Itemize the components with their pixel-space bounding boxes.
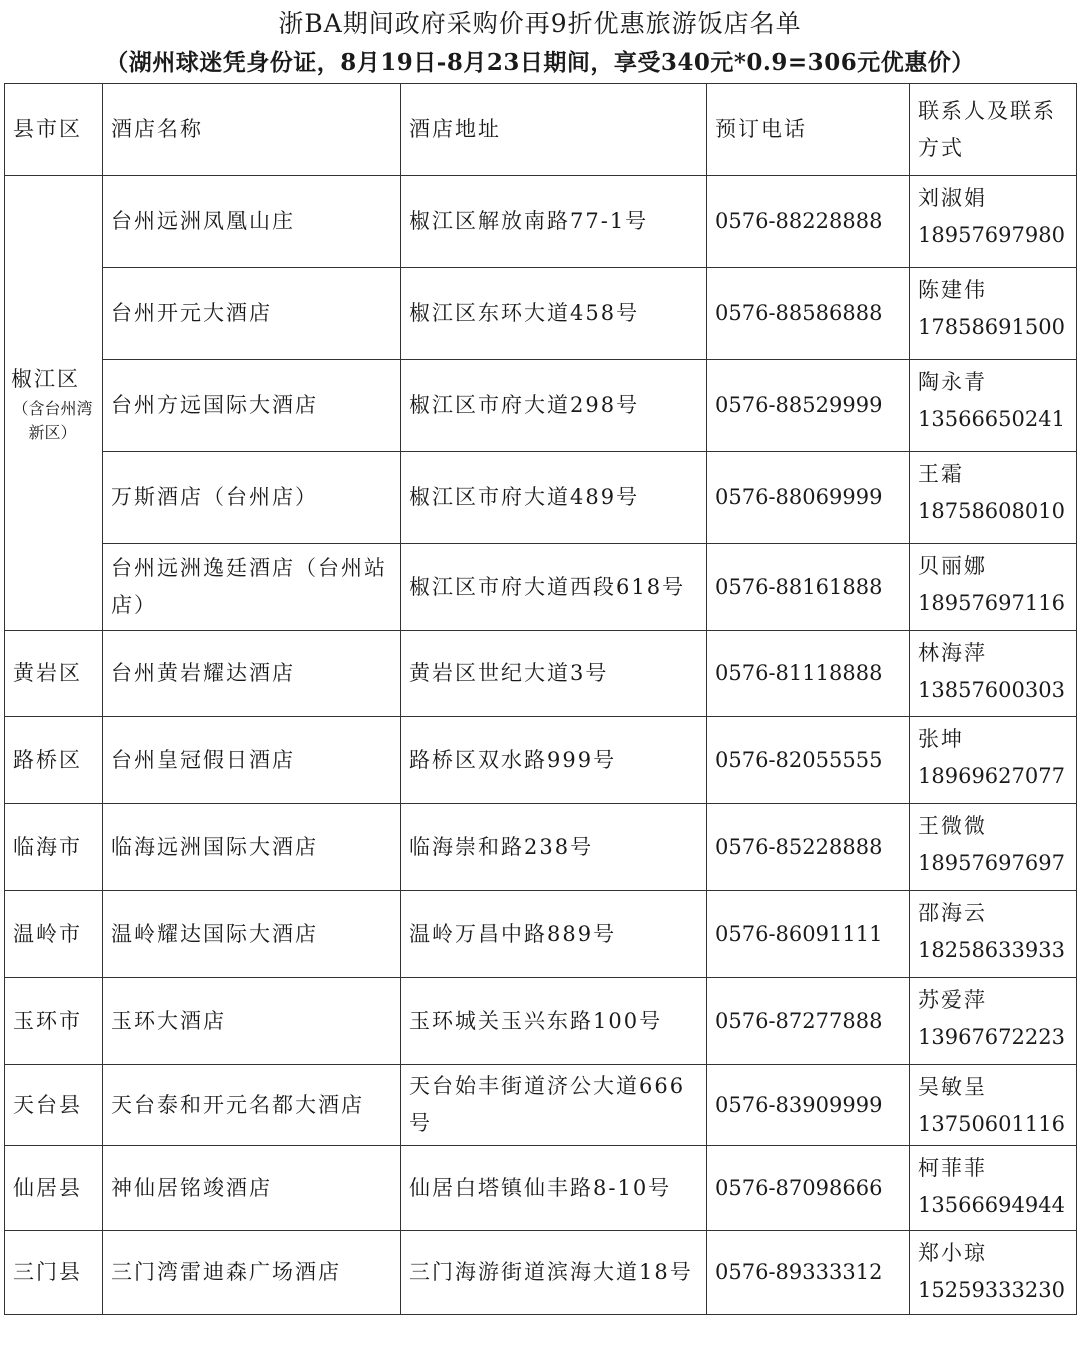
cell-county: 临海市 xyxy=(5,804,103,891)
contact-phone: 18957697980 xyxy=(918,222,1065,247)
cell-contact xyxy=(910,1231,1077,1315)
cell-phone: 0576-87277888 xyxy=(707,978,910,1065)
contact-name: 王霜 xyxy=(918,462,964,486)
contact-name: 柯菲菲 xyxy=(918,1156,987,1180)
contact-name: 陈建伟 xyxy=(918,278,987,302)
cell-phone: 0576-88586888 xyxy=(707,268,910,360)
table-row xyxy=(5,544,1077,631)
cell-hotel: 温岭耀达国际大酒店 xyxy=(103,891,401,978)
contact-name: 郑小琼 xyxy=(918,1241,987,1265)
cell-county: 黄岩区 xyxy=(5,631,103,717)
contact-name: 王微微 xyxy=(918,814,987,838)
cell-contact xyxy=(910,804,1077,891)
cell-phone: 0576-82055555 xyxy=(707,717,910,804)
cell-phone: 0576-88228888 xyxy=(707,176,910,268)
cell-contact xyxy=(910,176,1077,268)
county-note: （含台州湾新区） xyxy=(12,399,93,443)
cell-hotel: 台州黄岩耀达酒店 xyxy=(103,631,401,717)
cell-address: 椒江区市府大道489号 xyxy=(401,452,707,544)
hotel-table xyxy=(4,83,1077,1315)
contact-name: 苏爱萍 xyxy=(918,988,987,1012)
document-title: 浙BA期间政府采购价再9折优惠旅游饭店名单 xyxy=(278,9,802,38)
cell-hotel: 玉环大酒店 xyxy=(103,978,401,1065)
table-row xyxy=(5,452,1077,544)
contact-phone: 18957697116 xyxy=(918,590,1065,615)
cell-contact xyxy=(910,978,1077,1065)
cell-county: 仙居县 xyxy=(5,1146,103,1231)
cell-hotel: 台州方远国际大酒店 xyxy=(103,360,401,452)
table-row xyxy=(5,804,1077,891)
table-row xyxy=(5,1065,1077,1146)
table-header-row xyxy=(5,84,1077,176)
cell-address: 路桥区双水路999号 xyxy=(401,717,707,804)
header-phone: 预订电话 xyxy=(707,84,910,176)
cell-address: 椒江区东环大道458号 xyxy=(401,268,707,360)
contact-name: 邵海云 xyxy=(918,901,987,925)
table-row xyxy=(5,631,1077,717)
contact-name: 贝丽娜 xyxy=(918,554,987,578)
cell-hotel: 天台泰和开元名都大酒店 xyxy=(103,1065,401,1146)
cell-county: 天台县 xyxy=(5,1065,103,1146)
table-row xyxy=(5,978,1077,1065)
contact-phone: 13857600303 xyxy=(918,677,1065,702)
cell-hotel: 台州远洲逸廷酒店（台州站店） xyxy=(103,544,401,631)
contact-phone: 18758608010 xyxy=(918,498,1065,523)
cell-address: 椒江区解放南路77-1号 xyxy=(401,176,707,268)
cell-county: 温岭市 xyxy=(5,891,103,978)
cell-county: 玉环市 xyxy=(5,978,103,1065)
contact-name: 张坤 xyxy=(918,727,964,751)
table-row xyxy=(5,176,1077,268)
cell-address: 三门海游街道滨海大道18号 xyxy=(401,1231,707,1315)
cell-county: 三门县 xyxy=(5,1231,103,1315)
cell-hotel: 台州远洲凤凰山庄 xyxy=(103,176,401,268)
cell-hotel: 三门湾雷迪森广场酒店 xyxy=(103,1231,401,1315)
cell-contact xyxy=(910,717,1077,804)
cell-address: 仙居白塔镇仙丰路8-10号 xyxy=(401,1146,707,1231)
cell-phone: 0576-88069999 xyxy=(707,452,910,544)
cell-contact xyxy=(910,452,1077,544)
contact-phone: 18969627077 xyxy=(918,763,1065,788)
cell-contact xyxy=(910,360,1077,452)
cell-address: 椒江区市府大道298号 xyxy=(401,360,707,452)
contact-phone: 17858691500 xyxy=(918,314,1065,339)
header-hotel: 酒店名称 xyxy=(103,84,401,176)
cell-address: 椒江区市府大道西段618号 xyxy=(401,544,707,631)
cell-contact xyxy=(910,268,1077,360)
header-county: 县市区 xyxy=(5,84,103,176)
table-row xyxy=(5,268,1077,360)
contact-phone: 13566650241 xyxy=(918,406,1065,431)
table-row xyxy=(5,891,1077,978)
contact-name: 吴敏呈 xyxy=(918,1075,987,1099)
cell-address: 临海崇和路238号 xyxy=(401,804,707,891)
document-subtitle: （湖州球迷凭身份证，8月19日-8月23日期间，享受340元*0.9=306元优惠价） xyxy=(105,49,975,76)
contact-name: 林海萍 xyxy=(918,641,987,665)
contact-phone: 13750601116 xyxy=(918,1111,1065,1136)
cell-hotel: 台州皇冠假日酒店 xyxy=(103,717,401,804)
table-row xyxy=(5,717,1077,804)
cell-county-jiaojiang xyxy=(5,176,103,631)
cell-phone: 0576-88161888 xyxy=(707,544,910,631)
cell-phone: 0576-81118888 xyxy=(707,631,910,717)
cell-phone: 0576-86091111 xyxy=(707,891,910,978)
cell-address: 玉环城关玉兴东路100号 xyxy=(401,978,707,1065)
table-row xyxy=(5,1146,1077,1231)
cell-county: 路桥区 xyxy=(5,717,103,804)
cell-address: 温岭万昌中路889号 xyxy=(401,891,707,978)
cell-phone: 0576-89333312 xyxy=(707,1231,910,1315)
cell-address: 天台始丰街道济公大道666号 xyxy=(401,1065,707,1146)
cell-contact xyxy=(910,1146,1077,1231)
header-address: 酒店地址 xyxy=(401,84,707,176)
contact-phone: 18258633933 xyxy=(918,937,1065,962)
cell-phone: 0576-87098666 xyxy=(707,1146,910,1231)
cell-phone: 0576-85228888 xyxy=(707,804,910,891)
cell-phone: 0576-88529999 xyxy=(707,360,910,452)
cell-contact xyxy=(910,544,1077,631)
cell-hotel: 台州开元大酒店 xyxy=(103,268,401,360)
cell-contact xyxy=(910,1065,1077,1146)
contact-phone: 15259333230 xyxy=(918,1277,1065,1302)
table-row xyxy=(5,360,1077,452)
cell-phone: 0576-83909999 xyxy=(707,1065,910,1146)
header-contact: 联系人及联系方式 xyxy=(910,84,1077,176)
cell-address: 黄岩区世纪大道3号 xyxy=(401,631,707,717)
contact-name: 刘淑娟 xyxy=(918,186,987,210)
cell-contact xyxy=(910,891,1077,978)
contact-phone: 13967672223 xyxy=(918,1024,1065,1049)
cell-hotel: 神仙居铭竣酒店 xyxy=(103,1146,401,1231)
contact-name: 陶永青 xyxy=(918,370,987,394)
cell-hotel: 临海远洲国际大酒店 xyxy=(103,804,401,891)
contact-phone: 13566694944 xyxy=(918,1192,1065,1217)
table-row xyxy=(5,1231,1077,1315)
cell-contact xyxy=(910,631,1077,717)
cell-hotel: 万斯酒店（台州店） xyxy=(103,452,401,544)
contact-phone: 18957697697 xyxy=(918,850,1065,875)
county-name: 椒江区 xyxy=(11,366,80,391)
